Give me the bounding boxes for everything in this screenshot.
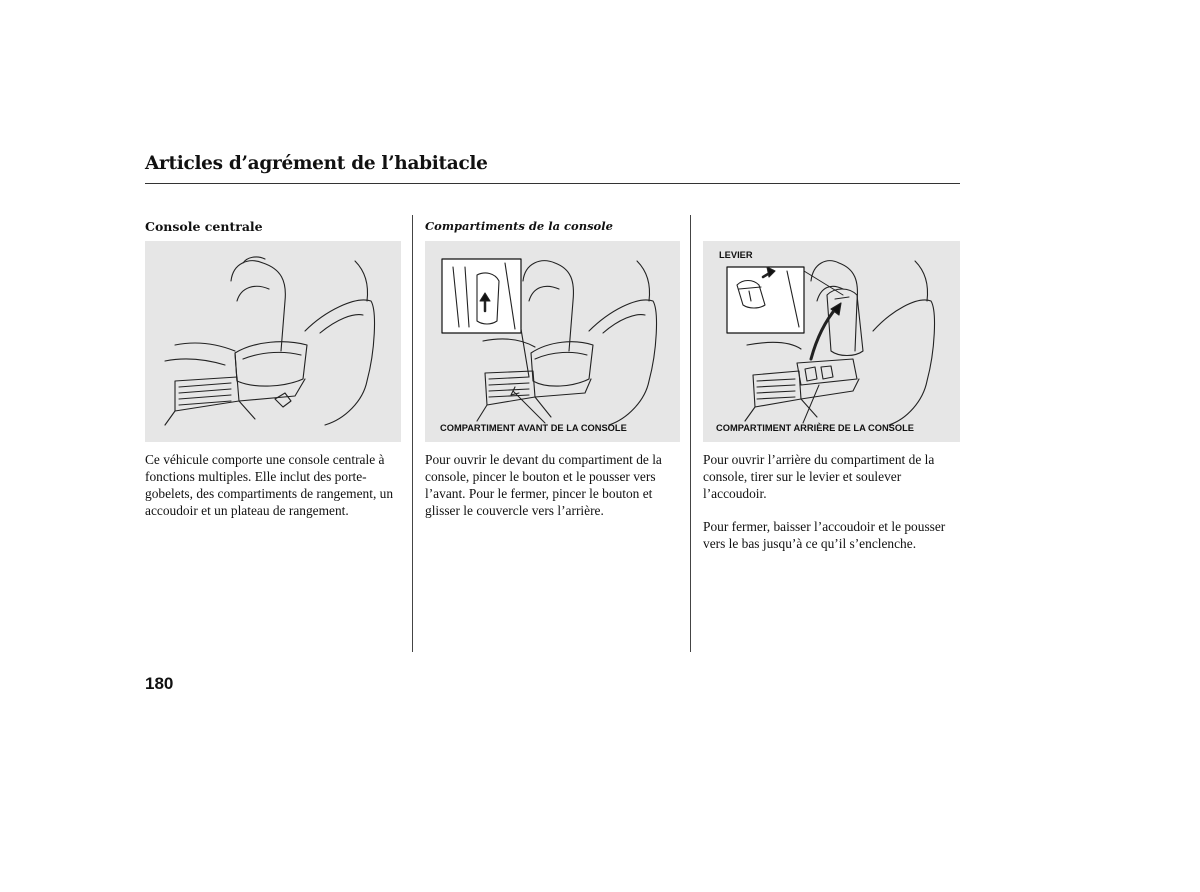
figure-label-compartiment-avant: COMPARTIMENT AVANT DE LA CONSOLE xyxy=(440,423,627,433)
paragraph: Pour fermer, baisser l’accoudoir et le pousser vers le bas jusqu’à ce qu’il s’enclenche. xyxy=(703,519,946,551)
column-divider-1 xyxy=(412,215,413,652)
figure-compartiment-arriere xyxy=(703,241,960,442)
body-text-compartiment-arriere xyxy=(703,451,961,568)
paragraph: Pour ouvrir le devant du compartiment de la console, pincer le bouton et le pousser vers l’avant. Pour le fermer, pincer le bouton et glisser le couvercle vers l’arrière. xyxy=(425,452,662,518)
figure-compartiment-avant xyxy=(425,241,680,442)
figure-console-centrale xyxy=(145,241,401,442)
figure-label-levier: LEVIER xyxy=(719,250,753,260)
column-divider-2 xyxy=(690,215,691,652)
figure-label-compartiment-arriere: COMPARTIMENT ARRIÈRE DE LA CONSOLE xyxy=(716,423,914,433)
body-text-console-centrale xyxy=(145,451,403,535)
page-number: 180 xyxy=(145,674,174,693)
page-title: Articles d’agrément de l’habitacle xyxy=(145,153,488,174)
body-text-compartiment-avant xyxy=(425,451,683,535)
paragraph: Ce véhicule comporte une console centrale à fonctions multiples. Elle inclut des porte-gobelets, des compartiments de rangement, un accoudoir et un plateau de rangement. xyxy=(145,452,394,518)
section-heading-console-centrale: Console centrale xyxy=(145,219,263,234)
title-rule xyxy=(145,183,960,184)
paragraph: Pour ouvrir l’arrière du compartiment de la console, tirer sur le levier et soulever l’accoudoir. xyxy=(703,452,935,501)
section-heading-compartiments: Compartiments de la console xyxy=(425,219,613,233)
